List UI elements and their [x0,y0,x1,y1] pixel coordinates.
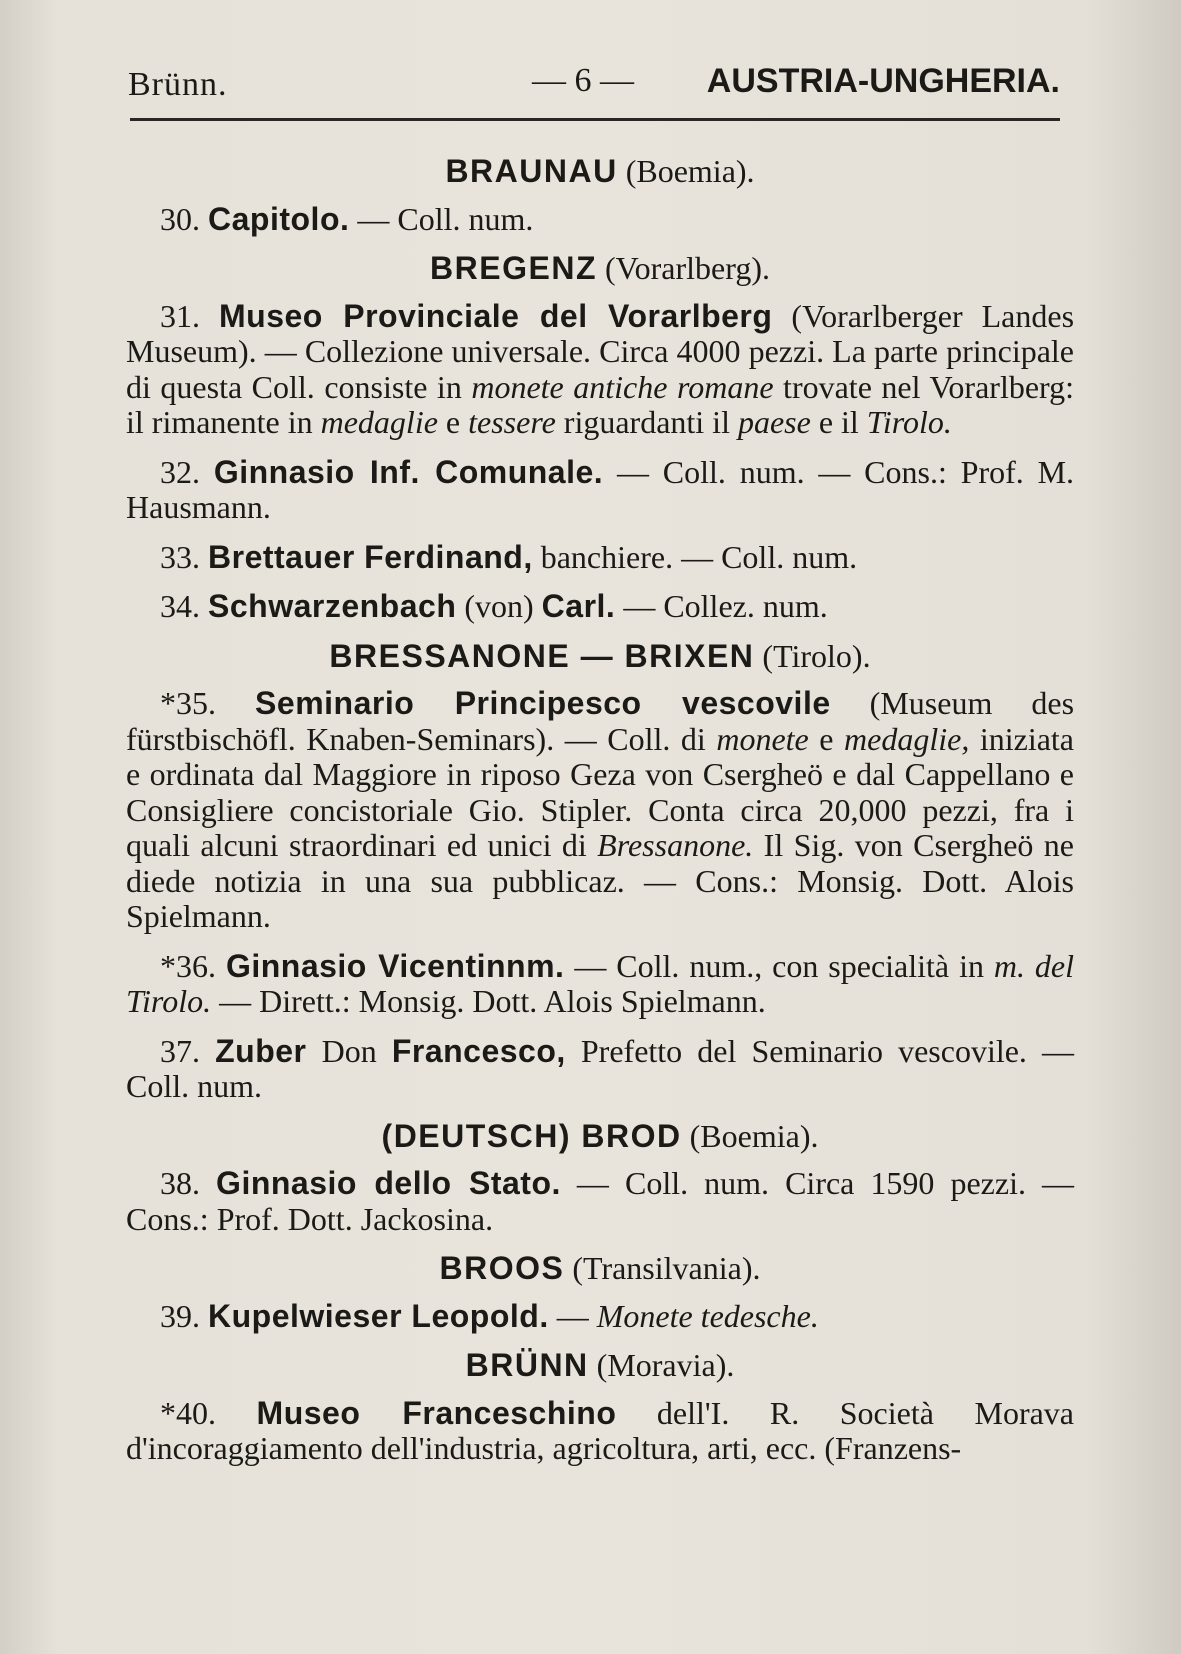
section-region: (Transilvania). [572,1250,761,1286]
entry-text: — [548,1297,597,1334]
entry-40 [126,1396,1074,1467]
entry-37 [126,1034,1074,1105]
entry-text: e [808,720,845,757]
entry-38 [126,1166,1074,1237]
page-header [128,62,1060,108]
entry-34 [126,589,1074,625]
entry-italic: monete antiche romane [471,368,774,405]
section-name: (DEUTSCH) BROD [381,1117,682,1154]
entry-text: — Coll. num. Circa 1590 pezzi. — Cons.: Prof. Dott. Jackosina. [126,1165,1075,1237]
entry-text: — Coll. num. — Cons.: Prof. M. Hausmann. [126,453,1075,525]
entry-name: Francesco, [391,1032,566,1069]
entry-text: — Coll. num. [349,200,534,237]
entry-italic: Tirolo. [866,404,952,440]
page-number: — 6 — [532,62,634,99]
entry-number: 30. [160,200,200,237]
entry-text: (Vorarlberger Landes Museum). — Collezione universale. Circa 4000 pezzi. La parte principale di questa Coll. consiste in [126,297,1075,405]
entry-text: trovate nel Vorarlberg: il rimanente in [126,368,1074,440]
entry-name: Zuber [215,1032,307,1069]
entry-text: (Museum des fürstbischöfl. Knaben-Seminars). — Coll. di [126,685,1075,757]
section-heading-deutsch-brod [126,1119,1074,1155]
section-name: BROOS [439,1250,565,1286]
entry-number: 39. [160,1297,200,1334]
entry-italic: medaglie [320,404,438,440]
entry-name: Kupelwieser Leopold. [208,1297,549,1334]
entry-36 [126,949,1074,1020]
section-heading-bregenz [126,251,1074,287]
entry-text: — Coll. num., con specialità in [564,947,994,984]
entry-number: 34. [160,588,200,624]
entry-name: Museo Franceschino [256,1394,617,1431]
section-name: BRÜNN [465,1347,589,1383]
entry-text: Il Sig. von Cserghеö ne diede notizia in una sua pubblicaz. — Cons.: Monsig. Dott. Alois Spielmann. [126,827,1075,934]
entry-text: Don [306,1032,392,1069]
entry-text: dell'I. R. Società Morava d'incoraggiamento dell'industria, agricoltura, arti, ecc. (Franzens- [126,1394,1075,1466]
entry-name: Seminario Principesco vescovile [255,685,831,721]
section-region: (Moravia). [596,1347,735,1383]
entry-italic: m. del Tirolo. [126,947,1075,1019]
entry-italic: Monete tedesche. [596,1297,819,1334]
section-region: (Tirolo). [762,637,871,674]
section-heading-braunau [126,154,1074,190]
entry-italic: tessere [468,404,556,440]
entry-31 [126,299,1074,441]
entry-text: banchiere. — Coll. num. [532,538,858,575]
section-region: (Vorarlberg). [604,250,770,286]
header-rule [130,118,1060,121]
entry-number: 32. [160,453,200,490]
entry-italic: medaglie, [844,720,970,757]
entry-text: e [437,404,469,440]
entry-33 [126,540,1074,576]
entry-number: 33. [160,538,200,575]
entry-name: Museo Provinciale del Vorarlberg [219,297,773,334]
entry-name: Carl. [541,588,616,624]
section-region: (Boemia). [689,1117,819,1154]
section-name: BRESSANONE — BRIXEN [329,637,755,674]
section-region: (Boemia). [625,153,755,189]
entry-name: Ginnasio Vicentinnm. [225,947,565,984]
page-body [126,140,1074,1481]
entry-number: *40. [160,1394,216,1431]
entry-35 [126,686,1074,935]
entry-number: 37. [160,1032,200,1069]
section-heading-bressanone [126,639,1074,675]
entry-italic: monete [716,720,809,757]
entry-text: — Dirett.: Monsig. Dott. Alois Spielmann. [211,983,766,1019]
section-name: BRAUNAU [445,153,618,189]
entry-name: Brettauer Ferdinand, [208,538,533,575]
running-head-left: Brünn. [128,66,228,103]
section-heading-broos [126,1251,1074,1287]
section-heading-brunn [126,1348,1074,1384]
entry-name: Schwarzenbach [208,588,457,624]
entry-italic: paese [737,404,811,440]
entry-text: (von) [456,588,542,624]
entry-number: 31. [160,297,200,334]
entry-number: 38. [160,1165,200,1201]
entry-name: Capitolo. [208,200,350,237]
entry-name: Ginnasio dello Stato. [216,1165,561,1201]
entry-text: Prefetto del Seminario vescovile. — Coll. num. [126,1032,1075,1104]
entry-30 [126,202,1074,238]
entry-number: *36. [160,947,216,984]
entry-name: Ginnasio Inf. Comunale. [213,453,604,490]
running-head-right: AUSTRIA-UNGHERIA. [706,62,1060,100]
entry-text: — Collez. num. [615,588,828,624]
entry-32 [126,455,1074,526]
entry-text: e il [810,404,867,440]
entry-italic: Bressanone. [597,827,754,863]
entry-text: iniziata e ordinata dal Maggiore in riposo Geza von Cserghеö e dal Cappellano e Consigliere concistoriale Gio. Stipler. Conta circa 20,000 pezzi, fra i quali alcuni straordinari ed unici di [126,720,1075,863]
entry-39 [126,1299,1074,1335]
section-name: BREGENZ [430,250,597,286]
entry-number: *35. [160,685,216,721]
entry-text: riguardanti il [555,404,738,440]
